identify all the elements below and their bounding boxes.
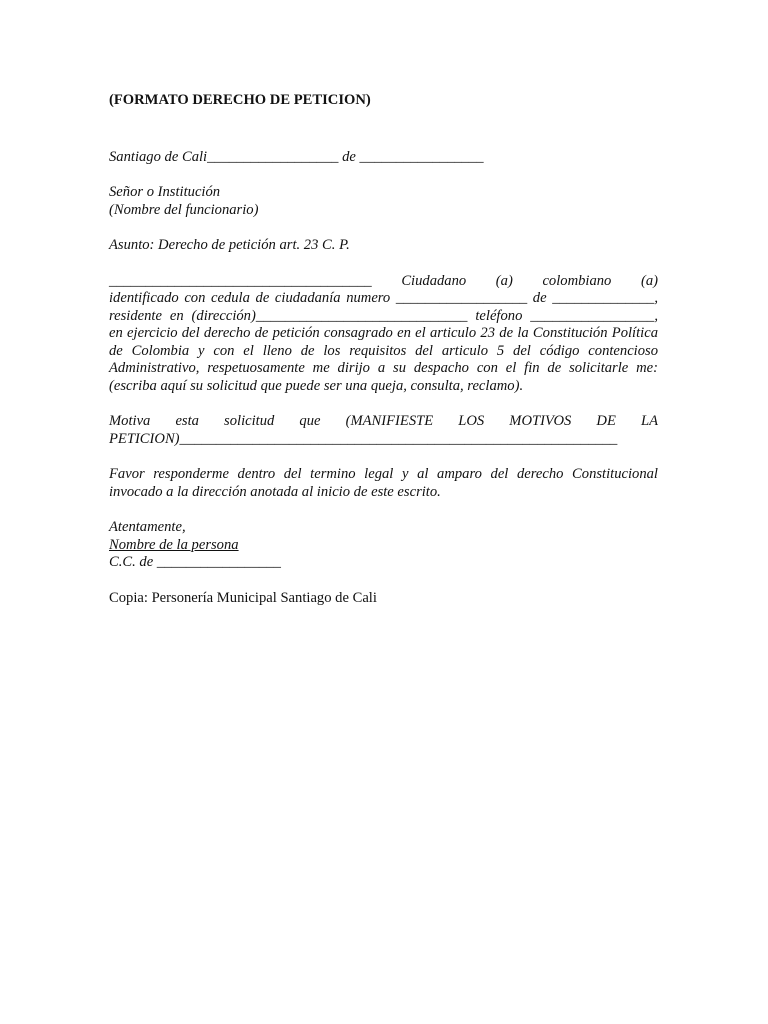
signer-id-line: C.C. de _________________ (109, 554, 281, 570)
copy-line: Copia: Personería Municipal Santiago de Cali (109, 589, 377, 606)
motive-second-line: PETICION)____________________________________________________________ (109, 430, 618, 447)
body-text: identificado con cedula de ciudadanía numero __________________ de ______________, residente en (dirección)_____________________________ teléfono _________________, en ejercicio del derecho de petición consagrado en el articulo 23 de la Constitución Política de Colombia y con el lleno de los requisitos del articulo 5 del código contencioso Administrativo, respetuosamente me dirijo a su despacho con el fin de solicitarle me: (escriba aquí su solicitud que puede ser una queja, consulta, reclamo). (109, 290, 658, 394)
signer-name: Nombre de la persona (109, 536, 239, 553)
motive-first-line: Motiva esta solicitud que (MANIFIESTE LOS MOTIVOS DE LA (109, 413, 658, 429)
recipient-line: Señor o Institución (109, 184, 221, 200)
place-date-line: Santiago de Cali__________________ de _________________ (109, 148, 484, 165)
document-page (109, 92, 658, 625)
signoff-line: Atentamente, (109, 519, 186, 535)
closing-paragraph (109, 466, 658, 501)
recipient-block (109, 184, 658, 219)
motive-paragraph (109, 413, 658, 448)
place-date-block (109, 149, 658, 167)
signature-block (109, 519, 658, 572)
body-first-line: ____________________________________ Ciudadano (a) colombiano (a) (109, 272, 658, 289)
body-paragraph (109, 273, 658, 396)
copy-block (109, 590, 658, 608)
document-title: (FORMATO DERECHO DE PETICION) (109, 92, 371, 108)
subject-block (109, 237, 658, 255)
subject-line: Asunto: Derecho de petición art. 23 C. P. (109, 237, 350, 253)
closing-text: Favor responderme dentro del termino legal y al amparo del derecho Constitucional invocado a la dirección anotada al inicio de este escrito. (109, 466, 658, 500)
recipient-name-line: (Nombre del funcionario) (109, 201, 259, 218)
